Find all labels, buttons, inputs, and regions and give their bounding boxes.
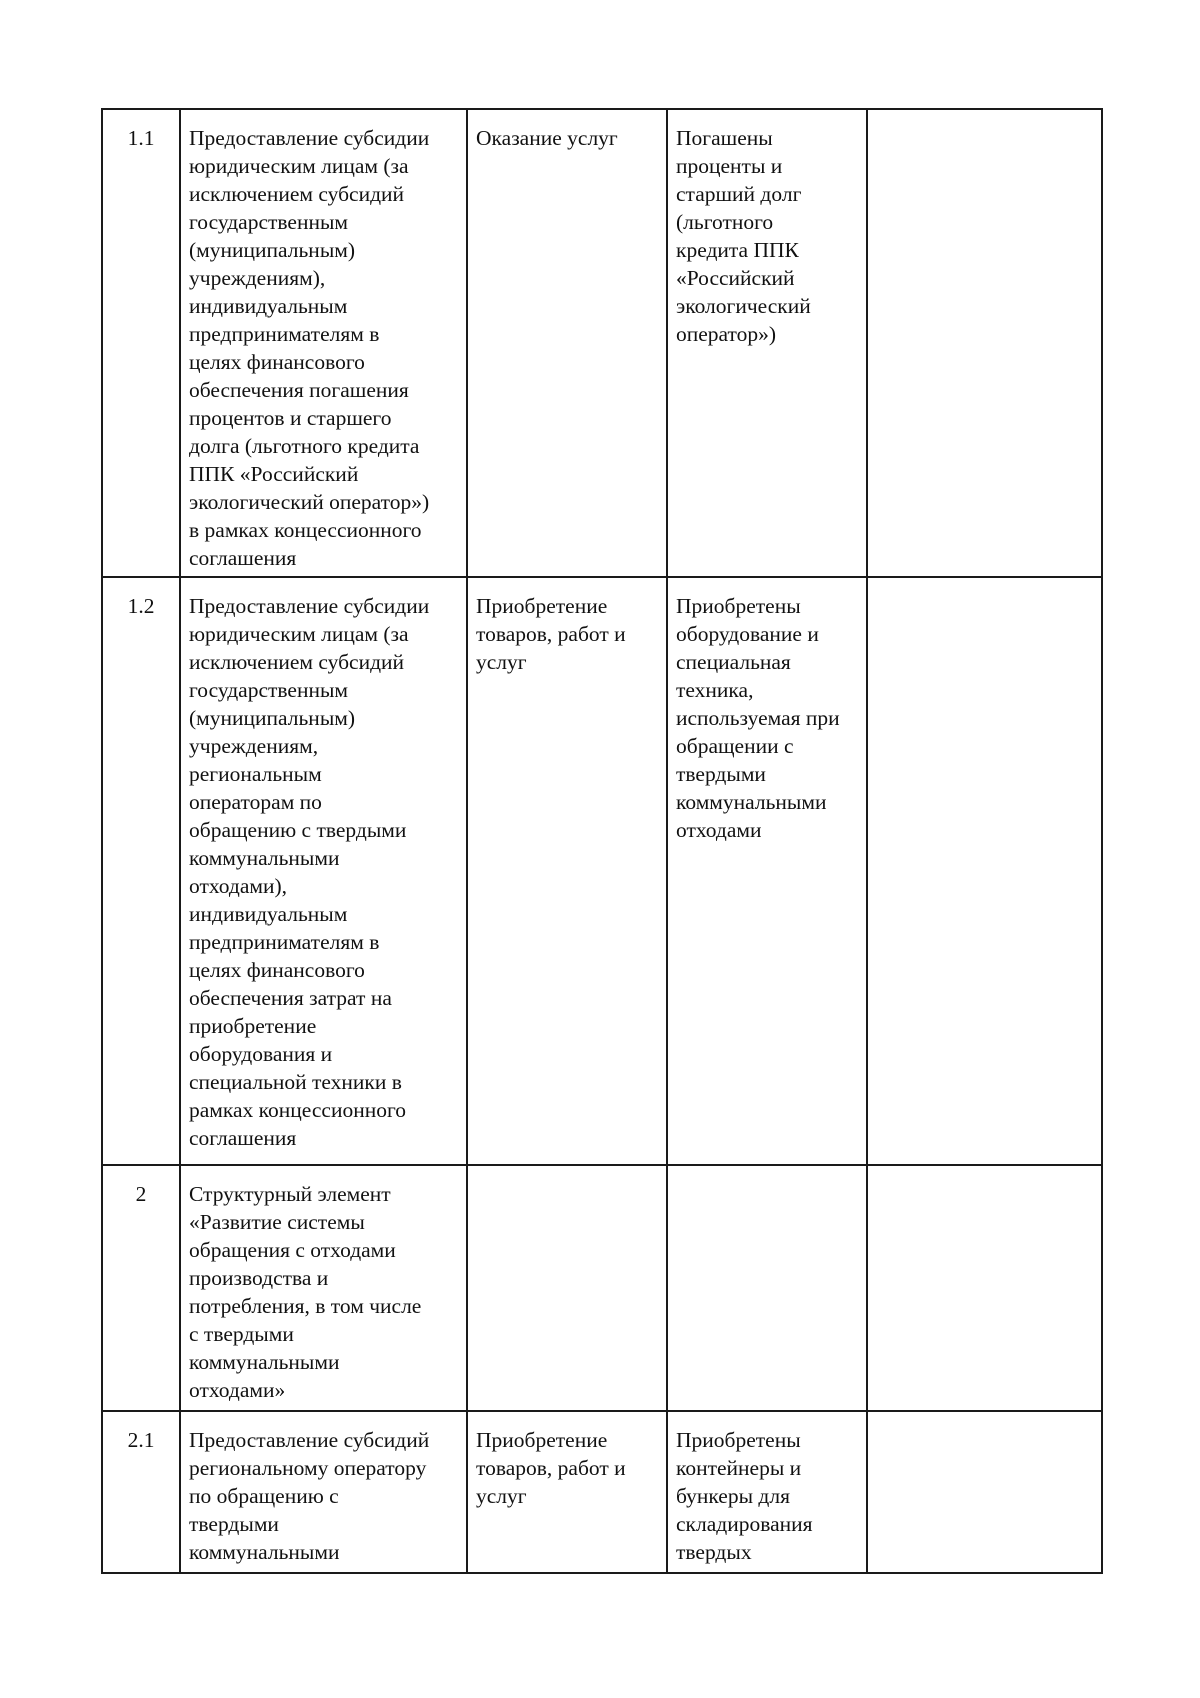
row-result: Погашены проценты и старший долг (льготного кредита ППК «Российский экологический оператор») bbox=[667, 109, 867, 577]
row-type: Оказание услуг bbox=[467, 109, 667, 577]
row-number: 1.1 bbox=[102, 109, 180, 577]
row-type: Приобретение товаров, работ и услуг bbox=[467, 1411, 667, 1573]
row-type bbox=[467, 1165, 667, 1411]
row-description: Предоставление субсидии юридическим лицам (за исключением субсидий государственным (муниципальным) учреждениям, региональным операторам по обращению с твердыми коммунальными отходами), индивидуальным предпринимателям в целях финансового обеспечения затрат на приобретение оборудования и специальной техники в рамках концессионного соглашения bbox=[180, 577, 467, 1165]
row-number: 1.2 bbox=[102, 577, 180, 1165]
row-description: Предоставление субсидий региональному оператору по обращению с твердыми коммунальными bbox=[180, 1411, 467, 1573]
table-row bbox=[102, 577, 1102, 1165]
row-extra bbox=[867, 1411, 1102, 1573]
row-description: Предоставление субсидии юридическим лицам (за исключением субсидий государственным (муниципальным) учреждениям), индивидуальным предпринимателям в целях финансового обеспечения погашения процентов и старшего долга (льготного кредита ППК «Российский экологический оператор») в рамках концессионного соглашения bbox=[180, 109, 467, 577]
table-row bbox=[102, 109, 1102, 577]
row-number: 2 bbox=[102, 1165, 180, 1411]
row-extra bbox=[867, 577, 1102, 1165]
row-number: 2.1 bbox=[102, 1411, 180, 1573]
row-extra bbox=[867, 1165, 1102, 1411]
row-result bbox=[667, 1165, 867, 1411]
row-extra bbox=[867, 109, 1102, 577]
row-type: Приобретение товаров, работ и услуг bbox=[467, 577, 667, 1165]
row-result: Приобретены оборудование и специальная техника, используемая при обращении с твердыми коммунальными отходами bbox=[667, 577, 867, 1165]
row-description: Структурный элемент «Развитие системы обращения с отходами производства и потребления, в том числе с твердыми коммунальными отходами» bbox=[180, 1165, 467, 1411]
table-row bbox=[102, 1165, 1102, 1411]
measures-table bbox=[101, 108, 1103, 1574]
table-row bbox=[102, 1411, 1102, 1573]
row-result: Приобретены контейнеры и бункеры для складирования твердых bbox=[667, 1411, 867, 1573]
